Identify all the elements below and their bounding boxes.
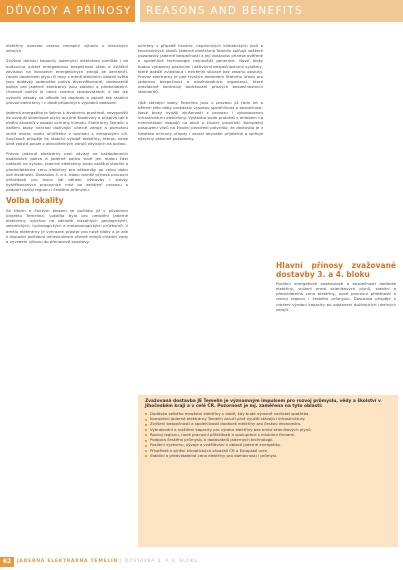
footer-separator: |	[120, 559, 123, 564]
callout-list-item: Rozvoj regionu, nové pracovní příležitosti a spolupráce s místními firmami.	[145, 433, 391, 438]
paragraph: elektřiny namísto cestou nenaplní výhodu v klasických zdrojích.	[6, 43, 128, 54]
paragraph: Posílení energetické nezávislosti a bezpečnosti dodávek elektřiny, snížení emisí skleníkových plynů, stabilní a předvídatelná cena elektřiny, nové pracovní příležitosti a rozvoj regionu i českého průmyslu. Dostavba přispěje k udržení výrobní kapacity po odstavení dožívajících uhelných zdrojů.	[276, 281, 396, 312]
callout-list-item: Příspěvek k plnění klimatických závazků ČR a Evropské unie.	[145, 449, 391, 454]
callout-list-item: Podpora českého průmyslu a dodavatelů jaderných technologií.	[145, 438, 391, 443]
paragraph: Obě stávající bloky Temelína jsou v provozu již řadu let a během této doby prokázaly vysokou spolehlivost a bezpečnost. Nové bloky využijí zkušenosti z provozu i vybudovanou infrastrukturu elektrárny. Výstavba bude probíhat s ohledem na minimalizaci dopadů na okolí a životní prostředí. Kompletní posouzení vlivů na životní prostředí potvrdilo, že dostavba je z hlediska ochrany přírody i zdraví obyvatel přijatelná a splňuje všechny zákonné požadavky.	[138, 99, 263, 141]
page-footer	[0, 555, 403, 570]
callout-list-item: Kompletní jaderné elektrárny Temelín zaručí plné využití stávající infrastruktury.	[145, 417, 391, 422]
text-column-left	[6, 43, 128, 249]
callout-list-item: Stabilní a předvídatelná cena elektřiny pro domácnosti i průmysl.	[145, 454, 391, 459]
footer-text	[17, 559, 198, 564]
section-title: DŮVODY A PŘÍNOSY	[6, 5, 132, 17]
paragraph: Zvýšení domácí kapacity jaderných elektráren pomůže i do budoucna udržet energetickou bezpečnost státu a zvláštní závislost na dovozech energetických zdrojů ze zahraničí. Oproti dodávkám plynu či ropy z méně stabilních oblastí světa jsou dodávky jaderného paliva diverzifikované, dodavatelé paliva pro jaderné elektrárny jsou stabilní a předvídatelní. Uranové palivo je navíc snadno skladovatelné, a tak lze vytvořit zásoby na několik let dopředu a zajistit tak stabilní provoz elektrárny i v době případných výpadků dodávek.	[6, 58, 128, 105]
callout-list	[145, 412, 391, 459]
paragraph: ochrany v případě havárie, nepříznivých klimatických jevů a teroristických útoků. Jaderná elektrárna Temelín splňuje veškeré požadavky jaderné bezpečnosti a její dostavba přinese ověřené a spolehlivé technologie nejnovější generace. Nové bloky budou vybaveny pasivními i aktivními bezpečnostními systémy, které dokáží zvládnout i extrémní situace bez zásahu obsluhy. Provoz elektrárny je pod trvalým dohledem Státního úřadu pro jadernou bezpečnost a mezinárodních organizací, které pravidelně kontrolují dodržování přísných bezpečnostních standardů.	[138, 43, 263, 95]
callout-list-item: Posílení výzkumu, vývoje a vzdělávání v oblasti jaderné energetiky.	[145, 443, 391, 448]
text-column-middle	[138, 43, 263, 146]
heading-site-selection: Volba lokality	[6, 196, 64, 206]
callout-list-item: Vybudování a rozšíření kapacity pro výrobu elektřiny bez emisí skleníkových plynů.	[145, 428, 391, 433]
heading-main-benefits: Hlavní přínosy zvažované dostavby 3. a 4. bloku	[276, 261, 396, 279]
paragraph: Jaderná energetika je šetrná k životnímu prostředí, nevypouští do ovzduší skleníkové plyny ani jiné škodliviny a přispívá tak k plnění závazků v oblasti ochrany klimatu. Elektrárny Temelín s dalšími bloky nahradí dožívající uhelné zdroje a pomohou snížit emise oxidu uhličitého v souladu s evropskými cíli. Současně přispěje ke stabilní výrobě elektřiny, kterou nelze plně zajistit pouze z obnovitelných zdrojů závislých na počasí.	[6, 109, 128, 146]
callout-intro: Zvažovaná dostavba JE Temelín je významným impulsem pro rozvoj průmyslu, vědy a školství v Jihočeském kraji a v celé ČR. Pozornost je mj. zaměřena na tyto oblasti:	[145, 399, 381, 410]
footer-publication-title: JADERNÁ ELEKTRÁRNA TEMELÍN	[17, 559, 118, 564]
section-subtitle: REASONS AND BENEFITS	[146, 5, 303, 17]
text-column-right	[276, 262, 396, 317]
callout-list-item: Zvýšení bezpečnosti a spolehlivosti dodávek elektřiny pro českou ekonomiku.	[145, 422, 391, 427]
paragraph: Provoz jaderné elektrárny není závislý na každodenních dodávkách paliva a jaderné palivo tvoří jen malou část nákladů na výrobu. Jaderné elektrárny proto zajišťují stabilní a předvídatelnou cenu elektřiny pro zákazníky po celou dobu své životnosti. Dostavba 3. a 4. bloku rovněž přinese pracovní příležitosti pro tisíce lidí během výstavby i stovky kvalifikovaných pracovních míst po zahájení provozu a podpoří rozvoj regionu i českého průmyslu.	[6, 151, 128, 193]
paragraph: Se třetím a čtvrtým blokem se počítalo již v původním projektu Temelína. Lokalita byla pro umístění jaderné elektrárny vybrána na základě rozsáhlých geologických, seismických, hydrologických a meteorologických průzkumů. V areálu elektrárny je vyhrazen prostor pro nové bloky a je zde k dispozici potřebná infrastruktura včetně zdrojů chladicí vody a vyvedení výkonu do přenosové soustavy.	[6, 207, 128, 244]
callout-box	[138, 395, 398, 547]
callout-list-item: Dodávka velkého množství elektřiny v době, kdy bude výrazně narůstat spotřeba.	[145, 412, 391, 417]
page-number: 62	[0, 557, 14, 567]
footer-subtitle: DOSTAVBA 3. A 4. BLOKU	[124, 559, 199, 564]
header-bar	[0, 0, 403, 22]
